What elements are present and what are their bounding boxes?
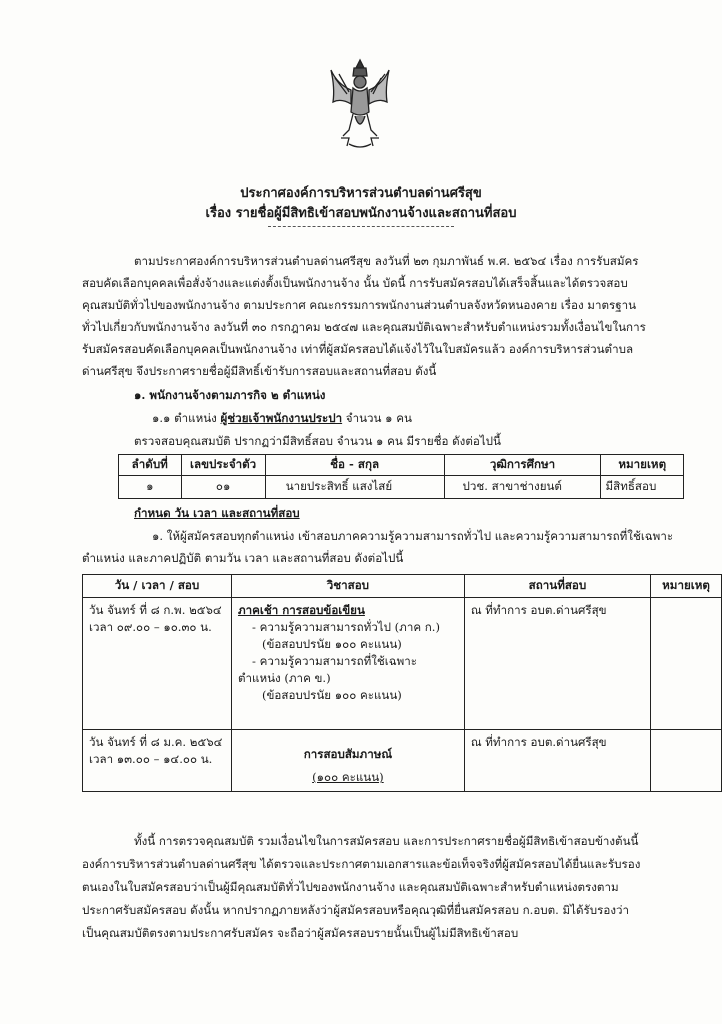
position-count: จำนวน ๑ คน <box>342 411 412 425</box>
intro-line: ทั่วไปเกี่ยวกับพนักงานจ้าง ลงวันที่ ๓๐ กรกฎาคม ๒๕๔๗ และคุณสมบัติเฉพาะสำหรับตำแหน่งรวมทั้งเงื่อนไขในการ <box>82 320 646 334</box>
cell-datetime <box>83 598 232 730</box>
exam-date: วัน จันทร์ ที่ ๘ ก.พ. ๒๕๖๔ <box>89 603 222 617</box>
col-id: เลขประจำตัว <box>181 455 265 476</box>
subject-item-note: (ข้อสอบปรนัย ๑๐๐ คะแนน) <box>261 688 402 702</box>
section1-heading: ๑. พนักงานจ้างตามภารกิจ ๒ ตำแหน่ง <box>134 388 326 402</box>
cell-id: ๐๑ <box>181 476 265 499</box>
section2-paragraph: ตำแหน่ง และภาคปฏิบัติ ตามวัน เวลา และสถานที่สอบ ดังต่อไปนี้ <box>82 551 404 565</box>
table-header-row <box>119 455 684 476</box>
closing-line: ตนเองในใบสมัครสอบว่าเป็นผู้มีคุณสมบัติทั่วไปของพนักงานจ้าง และคุณสมบัติเฉพาะสำหรับตำแหน่งตรงตาม <box>82 880 619 894</box>
table-header-row <box>83 575 722 598</box>
position-line <box>152 410 412 426</box>
garuda-emblem-icon <box>327 58 393 150</box>
subject-item-note: (ข้อสอบปรนัย ๑๐๐ คะแนน) <box>261 637 402 651</box>
col-name: ชื่อ - สกุล <box>265 455 444 476</box>
table-row <box>119 476 684 499</box>
cell-datetime <box>83 730 232 792</box>
cell-remark: มีสิทธิ์สอบ <box>601 476 684 499</box>
col-subject: วิชาสอบ <box>231 575 464 598</box>
cell-subject <box>231 598 464 730</box>
subject-title: การสอบสัมภาษณ์ <box>303 747 393 761</box>
cell-venue: ณ ที่ทำการ อบต.ด่านศรีสุข <box>464 598 650 730</box>
cell-remark <box>651 598 722 730</box>
closing-line: ทั้งนี้ การตรวจคุณสมบัติ รวมเงื่อนไขในการสมัครสอบ และการประกาศรายชื่อผู้มีสิทธิเข้าสอบข้างต้นนี้ <box>134 834 639 848</box>
table-row <box>83 730 722 792</box>
exam-schedule-table <box>82 574 722 792</box>
closing-line: เป็นคุณสมบัติตรงตามประกาศรับสมัคร จะถือว่าผู้สมัครสอบรายนั้นเป็นผู้ไม่มีสิทธิเข้าสอบ <box>82 926 519 940</box>
title-divider <box>268 226 454 227</box>
intro-line: ด่านศรีสุข จึงประกาศรายชื่อผู้มีสิทธิ์เข้ารับการสอบและสถานที่สอบ ดังนี้ <box>82 364 437 378</box>
exam-time: เวลา ๑๓.๐๐ – ๑๔.๐๐ น. <box>89 752 213 766</box>
cell-remark <box>651 730 722 792</box>
intro-line: ตามประกาศองค์การบริหารส่วนตำบลด่านศรีสุข ลงวันที่ ๒๓ กุมภาพันธ์ พ.ศ. ๒๕๖๔ เรื่อง การรับสมัคร <box>134 254 639 268</box>
subject-item: - ความรู้ความสามารถที่ใช้เฉพาะ <box>251 654 418 668</box>
exam-time: เวลา ๐๙.๐๐ – ๑๐.๓๐ น. <box>89 620 212 634</box>
closing-line: องค์การบริหารส่วนตำบลด่านศรีสุข ได้ตรวจและประกาศตามเอกสารและข้อเท็จจริงที่ผู้สมัครสอบได้ยื่นและรับรอง <box>82 857 641 871</box>
intro-line: สอบคัดเลือกบุคคลเพื่อสั่งจ้างและแต่งตั้งเป็นพนักงานจ้าง นั้น บัดนี้ การรับสมัครสอบได้เสร็จสิ้นและได้ตรวจสอบ <box>82 276 628 290</box>
subject-title: ภาคเช้า การสอบข้อเขียน <box>237 603 365 617</box>
subject-item-cont: ตำแหน่ง (ภาค ข.) <box>237 671 331 685</box>
col-remark: หมายเหตุ <box>601 455 684 476</box>
cell-venue: ณ ที่ทำการ อบต.ด่านศรีสุข <box>464 730 650 792</box>
position-prefix: ๑.๑ ตำแหน่ง <box>152 411 221 425</box>
cell-name: นายประสิทธิ์ แสงไสย์ <box>265 476 444 499</box>
announcement-subject: เรื่อง รายชื่อผู้มีสิทธิเข้าสอบพนักงานจ้างและสถานที่สอบ <box>205 206 517 221</box>
intro-line: รับสมัครสอบคัดเลือกบุคคลเป็นพนักงานจ้าง เท่าที่ผู้สมัครสอบได้แจ้งไว้ในใบสมัครแล้ว องค์การบริหารส่วนตำบล <box>82 342 634 356</box>
announcement-title: ประกาศองค์การบริหารส่วนตำบลด่านศรีสุข <box>240 186 482 201</box>
section2-heading: กำหนด วัน เวลา และสถานที่สอบ <box>134 506 300 520</box>
candidate-table <box>118 454 684 499</box>
col-venue: สถานที่สอบ <box>464 575 650 598</box>
cell-subject <box>231 730 464 792</box>
section2-paragraph: ๑. ให้ผู้สมัครสอบทุกตำแหน่ง เข้าสอบภาคความรู้ความสามารถทั่วไป และความรู้ความสามารถที่ใช้เฉพาะ <box>152 529 674 543</box>
table-row <box>83 598 722 730</box>
col-education: วุฒิการศึกษา <box>444 455 601 476</box>
subject-note: (๑๐๐ คะแนน) <box>312 770 384 784</box>
intro-line: คุณสมบัติทั่วไปของพนักงานจ้าง ตามประกาศ คณะกรรมการพนักงานส่วนตำบลจังหวัดหนองคาย เรื่อง มาตรฐาน <box>82 298 637 312</box>
cell-order: ๑ <box>119 476 182 499</box>
subject-item: - ความรู้ความสามารถทั่วไป (ภาค ก.) <box>251 620 440 634</box>
col-datetime: วัน / เวลา / สอบ <box>83 575 232 598</box>
exam-date: วัน จันทร์ ที่ ๘ ม.ค. ๒๕๖๔ <box>89 735 223 749</box>
col-remark: หมายเหตุ <box>651 575 722 598</box>
qualification-check-text: ตรวจสอบคุณสมบัติ ปรากฏว่ามีสิทธิ์สอบ จำนวน ๑ คน มีรายชื่อ ดังต่อไปนี้ <box>134 434 501 448</box>
position-name: ผู้ช่วยเจ้าพนักงานประปา <box>220 411 343 425</box>
cell-education: ปวช. สาขาช่างยนต์ <box>444 476 601 499</box>
col-order: ลำดับที่ <box>119 455 182 476</box>
closing-line: ประกาศรับสมัครสอบ ดังนั้น หากปรากฏภายหลังว่าผู้สมัครสอบหรือคุณวุฒิที่ยื่นสมัครสอบ ก.อบต. มิได้รับรองว่า <box>82 903 630 917</box>
